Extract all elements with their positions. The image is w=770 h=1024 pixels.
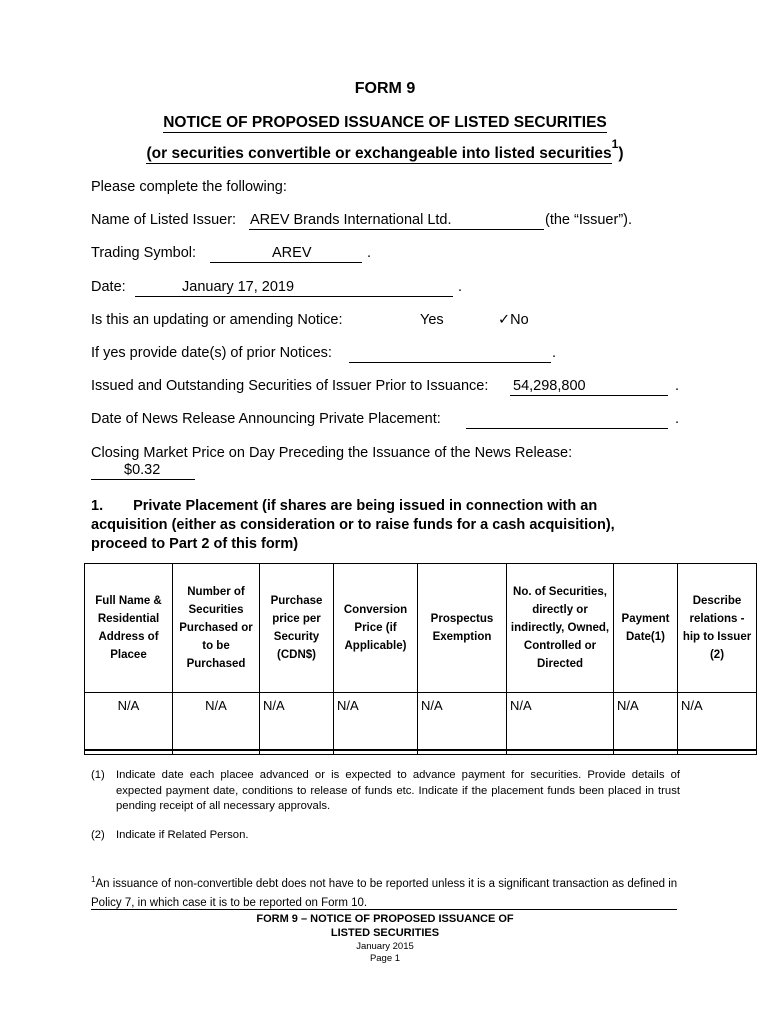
subtitle-close: ) [618,145,624,163]
header-prospectus-exemption: Prospectus Exemption [418,564,507,693]
date-underline [135,296,453,297]
header-relationship: Describe relations -hip to Issuer (2) [678,564,757,693]
closing-label: Closing Market Price on Day Preceding the Issuance of the News Release: [91,445,573,461]
footer-line1: FORM 9 – NOTICE OF PROPOSED ISSUANCE OF [256,913,514,925]
cell-prospectus-exemption: N/A [418,693,507,755]
date-value: January 17, 2019 [182,279,295,295]
header-payment-date: Payment Date(1) [614,564,678,693]
footer-date: January 2015 [356,941,414,952]
symbol-underline [210,262,362,263]
subtitle-superscript: 1 [611,137,619,151]
note-1-label: (1) [91,769,105,781]
footnote-text: An issuance of non-convertible debt does not have to be reported unless it is a significant transaction as defined in Policy 7, in which case it is to be reported on Form 10. [91,877,678,909]
outstanding-suffix: . [675,378,680,394]
amending-yes: Yes [420,312,444,328]
header-number-of-securities: Number of Securities Purchased or to be Purchased [173,564,260,693]
prior-suffix: . [552,345,557,361]
section-1-line1: Private Placement (if shares are being issued in connection with an [133,498,598,514]
cell-purchase-price: N/A [260,693,334,755]
outstanding-value: 54,298,800 [513,378,586,394]
notice-title-text: NOTICE OF PROPOSED ISSUANCE OF LISTED SECURITIES [163,114,607,131]
symbol-value: AREV [272,245,312,261]
section-1-number: 1. [91,498,104,514]
closing-value: $0.32 [124,462,161,478]
form-title: FORM 9 [354,80,416,97]
symbol-label: Trading Symbol: [91,245,197,261]
amending-no-checked: ✓No [498,312,529,328]
news-suffix: . [675,411,680,427]
header-securities-owned: No. of Securities, directly or indirectly, Owned, Controlled or Directed [507,564,614,693]
header-conversion-price: Conversion Price (if Applicable) [334,564,418,693]
issuer-underline [249,229,544,230]
date-suffix: . [458,279,463,295]
cell-relationship: N/A [678,693,757,755]
footnote [91,870,681,913]
notice-title [0,114,770,132]
footer-page-number: Page 1 [369,953,401,964]
cell-securities-owned: N/A [507,693,614,755]
cell-conversion-price: N/A [334,693,418,755]
footer-line2: LISTED SECURITIES [330,927,440,939]
note-2-label: (2) [91,829,105,841]
footnote-mark: 1 [91,875,96,884]
note-2-text: Indicate if Related Person. [116,829,249,841]
note-1-text: Indicate date each placee advanced or is expected to advance payment for securities. Provide details of expected payment date, conditions to release of funds etc. Indicate if the placement funds been placed in trust pending receipt of all necessary approvals. [116,769,680,812]
issuer-value: AREV Brands International Ltd. [250,212,452,228]
prior-underline [349,362,551,363]
prior-label: If yes provide date(s) of prior Notices: [91,345,332,361]
closing-underline [91,479,195,480]
section-1-line3: proceed to Part 2 of this form) [91,536,299,552]
issuer-suffix: (the “Issuer”). [545,212,633,228]
news-underline [466,428,668,429]
symbol-suffix: . [367,245,372,261]
subtitle-text: (or securities convertible or exchangeable into listed securities [146,145,612,163]
footer-rule [91,909,677,910]
table-header-row [85,564,757,693]
section-1-heading [91,497,691,554]
cell-full-name: N/A [85,693,173,755]
cell-payment-date: N/A [614,693,678,755]
amending-label: Is this an updating or amending Notice: [91,312,343,328]
header-purchase-price: Purchase price per Security (CDN$) [260,564,334,693]
header-full-name: Full Name & Residential Address of Placee [85,564,173,693]
cell-number-of-securities: N/A [173,693,260,755]
date-label: Date: [91,279,126,295]
private-placement-table [84,563,757,755]
section-1-line2: acquisition (either as consideration or to raise funds for a cash acquisition), [91,517,615,533]
intro-text: Please complete the following: [91,179,287,195]
issuer-label: Name of Listed Issuer: [91,212,237,228]
news-label: Date of News Release Announcing Private Placement: [91,411,441,427]
table-bottom-rule [84,749,756,751]
table-row [85,693,757,755]
outstanding-underline [510,395,668,396]
subtitle [0,137,770,163]
outstanding-label: Issued and Outstanding Securities of Issuer Prior to Issuance: [91,378,489,394]
